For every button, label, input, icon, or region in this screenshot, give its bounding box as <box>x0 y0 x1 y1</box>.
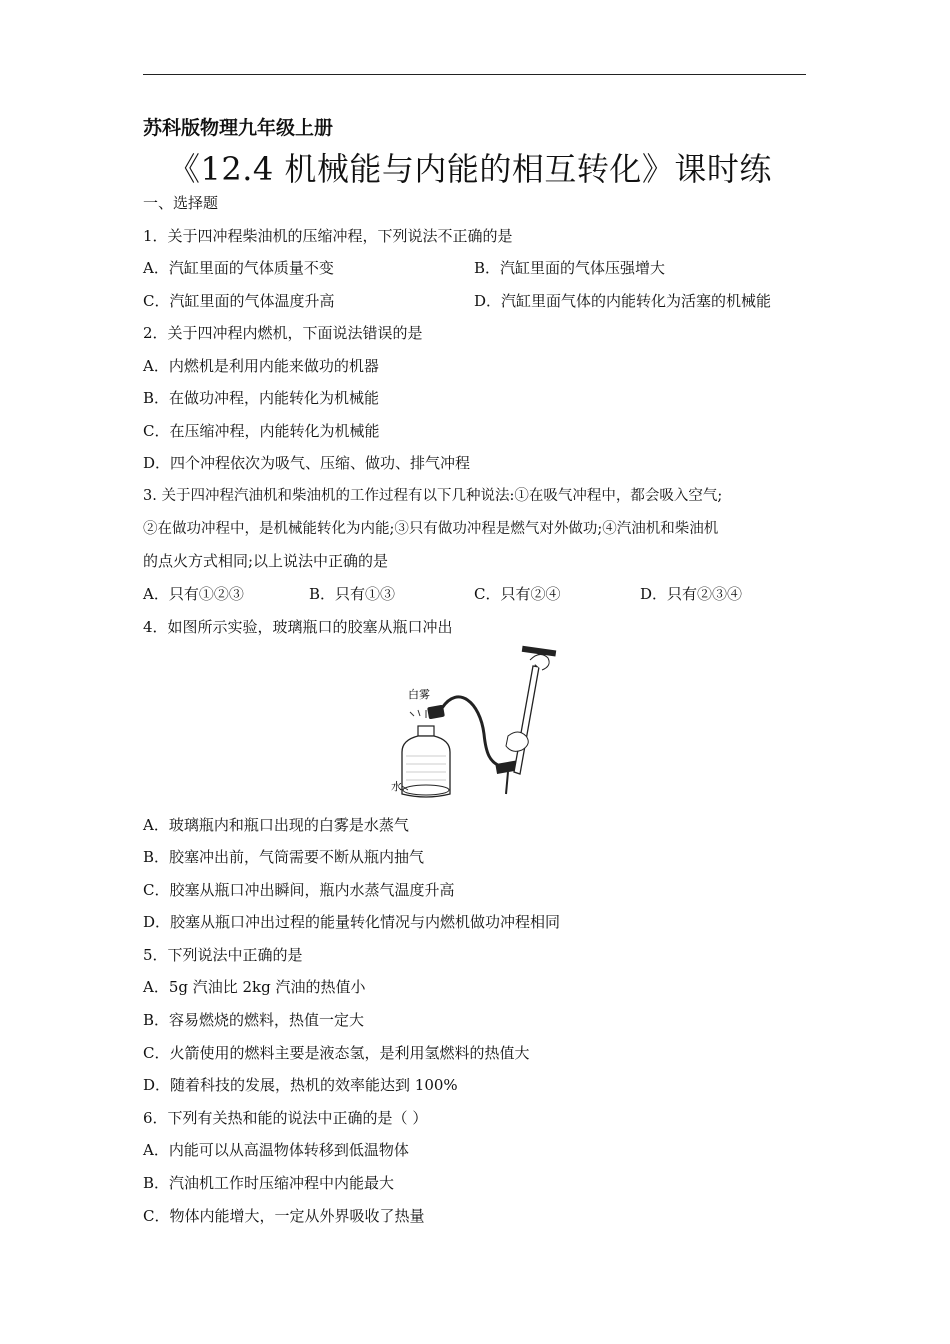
question-2-option-d: D．四个冲程依次为吸气、压缩、做功、排气冲程 <box>143 454 471 472</box>
question-2-stem: 2．关于四冲程内燃机，下面说法错误的是 <box>143 324 423 342</box>
question-4-option-a: A．玻璃瓶内和瓶口出现的白雾是水蒸气 <box>143 816 409 834</box>
question-6-option-c: C．物体内能增大，一定从外界吸收了热量 <box>143 1207 425 1225</box>
question-6-stem: 6．下列有关热和能的说法中正确的是（ ） <box>143 1109 428 1127</box>
question-6-option-b: B．汽油机工作时压缩冲程中内能最大 <box>143 1174 395 1192</box>
question-3-line-2: ②在做功冲程中，是机械能转化为内能;③只有做功冲程是燃气对外做功;④汽油机和柴油机 <box>143 521 719 537</box>
fog-label: 白雾 <box>408 688 430 701</box>
question-4-stem: 4．如图所示实验，玻璃瓶口的胶塞从瓶口冲出 <box>143 618 453 636</box>
water-label: 水 <box>391 780 402 793</box>
question-2-option-b: B．在做功冲程，内能转化为机械能 <box>143 389 380 407</box>
question-5-option-d: D．随着科技的发展，热机的效率能达到 100% <box>143 1076 458 1094</box>
question-3-option-d: D．只有②③④ <box>640 585 743 603</box>
question-4-option-c: C．胶塞从瓶口冲出瞬间，瓶内水蒸气温度升高 <box>143 881 455 899</box>
glass-bottle-icon <box>402 726 450 797</box>
question-1-option-a: A．汽缸里面的气体质量不变 <box>143 259 334 277</box>
question-3-option-c: C．只有②④ <box>474 585 561 603</box>
air-pump-icon <box>495 646 556 794</box>
section-heading: 一、选择题 <box>143 194 219 212</box>
question-1-option-c: C．汽缸里面的气体温度升高 <box>143 292 335 310</box>
experiment-figure <box>388 644 558 804</box>
fog-lines-icon <box>410 710 426 718</box>
question-5-option-b: B．容易燃烧的燃料，热值一定大 <box>143 1011 365 1029</box>
question-1-option-d: D．汽缸里面气体的内能转化为活塞的机械能 <box>474 292 772 310</box>
question-1-option-b: B．汽缸里面的气体压强增大 <box>474 259 666 277</box>
question-3-option-a: A．只有①②③ <box>143 585 244 603</box>
question-3-option-b: B．只有①③ <box>309 585 396 603</box>
question-4-option-b: B．胶塞冲出前，气筒需要不断从瓶内抽气 <box>143 848 425 866</box>
question-4-option-d: D．胶塞从瓶口冲出过程的能量转化情况与内燃机做功冲程相同 <box>143 913 561 931</box>
question-2-option-c: C．在压缩冲程，内能转化为机械能 <box>143 422 380 440</box>
question-5-option-c: C．火箭使用的燃料主要是液态氢，是利用氢燃料的热值大 <box>143 1044 530 1062</box>
bottle-pump-illustration <box>388 644 558 804</box>
document-title: 《12.4 机械能与内能的相互转化》课时练 <box>168 150 772 188</box>
question-5-option-a: A．5g 汽油比 2kg 汽油的热值小 <box>143 978 366 996</box>
question-3-line-1: 3. 关于四冲程汽油机和柴油机的工作过程有以下几种说法:①在吸气冲程中，都会吸入空气; <box>143 488 723 504</box>
header-rule <box>143 74 806 75</box>
question-1-stem: 1．关于四冲程柴油机的压缩冲程，下列说法不正确的是 <box>143 227 513 245</box>
question-2-option-a: A．内燃机是利用内能来做功的机器 <box>143 357 379 375</box>
document-subtitle: 苏科版物理九年级上册 <box>143 117 334 139</box>
question-5-stem: 5．下列说法中正确的是 <box>143 946 303 964</box>
air-hose <box>442 697 500 766</box>
hand-icon <box>506 732 528 751</box>
question-6-option-a: A．内能可以从高温物体转移到低温物体 <box>143 1141 409 1159</box>
question-3-line-3: 的点火方式相同;以上说法中正确的是 <box>143 552 389 570</box>
